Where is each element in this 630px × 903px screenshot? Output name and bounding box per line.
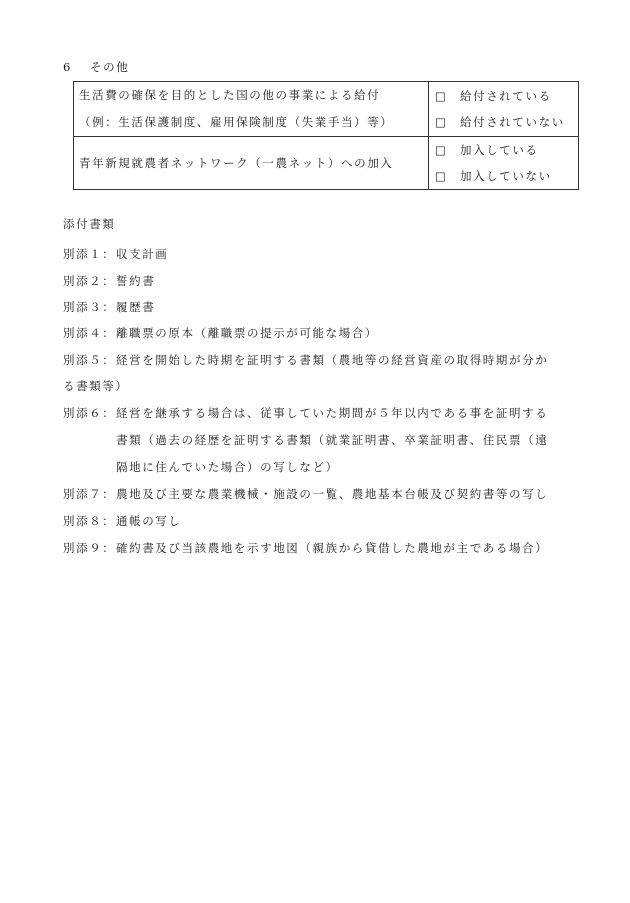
attachment-item — [63, 268, 155, 294]
question-cell — [74, 137, 429, 190]
attachment-item — [63, 241, 168, 267]
section-title: その他 — [90, 60, 130, 74]
checkbox[interactable]: □ — [435, 89, 448, 103]
attachment-label: 別添３： — [63, 300, 116, 314]
option-not-received[interactable] — [435, 109, 578, 135]
table-row — [74, 82, 579, 137]
option-label: 給付されている — [460, 89, 552, 103]
attachment-text-continued: 隔地に住んでいた場合）の写しなど） — [116, 460, 339, 474]
attachment-label: 別添４： — [63, 326, 116, 340]
attachment-item — [63, 294, 155, 320]
attachment-text: 確約書及び当該農地を示す地図（親族から貸借した農地が主である場合） — [116, 541, 549, 555]
attachment-text: 通帳の写し — [116, 514, 182, 528]
attachment-text-continued: る書類等） — [63, 379, 129, 393]
attachment-item — [63, 508, 182, 534]
attachment-label: 別添９： — [63, 541, 116, 555]
attachment-text: 農地及び主要な農業機械・施設の一覧、農地基本台帳及び契約書等の写し — [116, 487, 549, 501]
attachment-label: 別添８： — [63, 514, 116, 528]
checkbox[interactable]: □ — [435, 169, 448, 183]
question-line: 生活費の確保を目的とした国の他の事業による給付 — [79, 88, 381, 102]
attachment-text: 経営を継承する場合は、従事していた期間が５年以内である事を証明する — [116, 406, 549, 420]
option-label: 加入している — [460, 143, 539, 157]
question-line: 青年新規就農者ネットワーク（一農ネット）への加入 — [79, 155, 394, 170]
attachment-item — [63, 400, 548, 426]
checkbox[interactable]: □ — [435, 115, 448, 129]
question-cell — [74, 82, 429, 137]
option-label: 給付されていない — [460, 115, 565, 129]
attachment-text-continued: 書類（過去の経歴を証明する書類（就業証明書、卒業証明書、住民票（遠 — [116, 433, 549, 447]
attachment-text: 収支計画 — [116, 247, 169, 261]
attachment-label: 別添６： — [63, 406, 116, 420]
attachments-title: 添付書類 — [63, 217, 116, 231]
section-heading — [63, 59, 129, 75]
attachment-label: 別添５： — [63, 353, 116, 367]
attachment-label: 別添７： — [63, 487, 116, 501]
option-label: 加入していない — [460, 169, 552, 183]
attachment-item — [63, 535, 548, 561]
attachment-item — [63, 347, 548, 373]
attachment-label: 別添２： — [63, 274, 116, 288]
attachment-text: 履歴書 — [116, 300, 156, 314]
attachment-label: 別添１： — [63, 247, 116, 261]
attachment-item — [63, 481, 548, 507]
section-number: 6 — [63, 60, 72, 74]
attachment-text: 離職票の原本（離職票の提示が可能な場合） — [116, 326, 378, 340]
attachment-text: 経営を開始した時期を証明する書類（農地等の経営資産の取得時期が分か — [116, 353, 549, 367]
question-line: （例：生活保護制度、雇用保険制度（失業手当）等） — [79, 115, 394, 129]
info-table — [73, 81, 579, 190]
table-row — [74, 137, 579, 190]
option-joined[interactable] — [435, 137, 578, 163]
option-received[interactable] — [435, 83, 578, 109]
options-cell — [429, 137, 579, 190]
attachment-text: 誓約書 — [116, 274, 156, 288]
checkbox[interactable]: □ — [435, 143, 448, 157]
attachment-item — [63, 320, 378, 346]
option-not-joined[interactable] — [435, 163, 578, 189]
options-cell — [429, 82, 579, 137]
